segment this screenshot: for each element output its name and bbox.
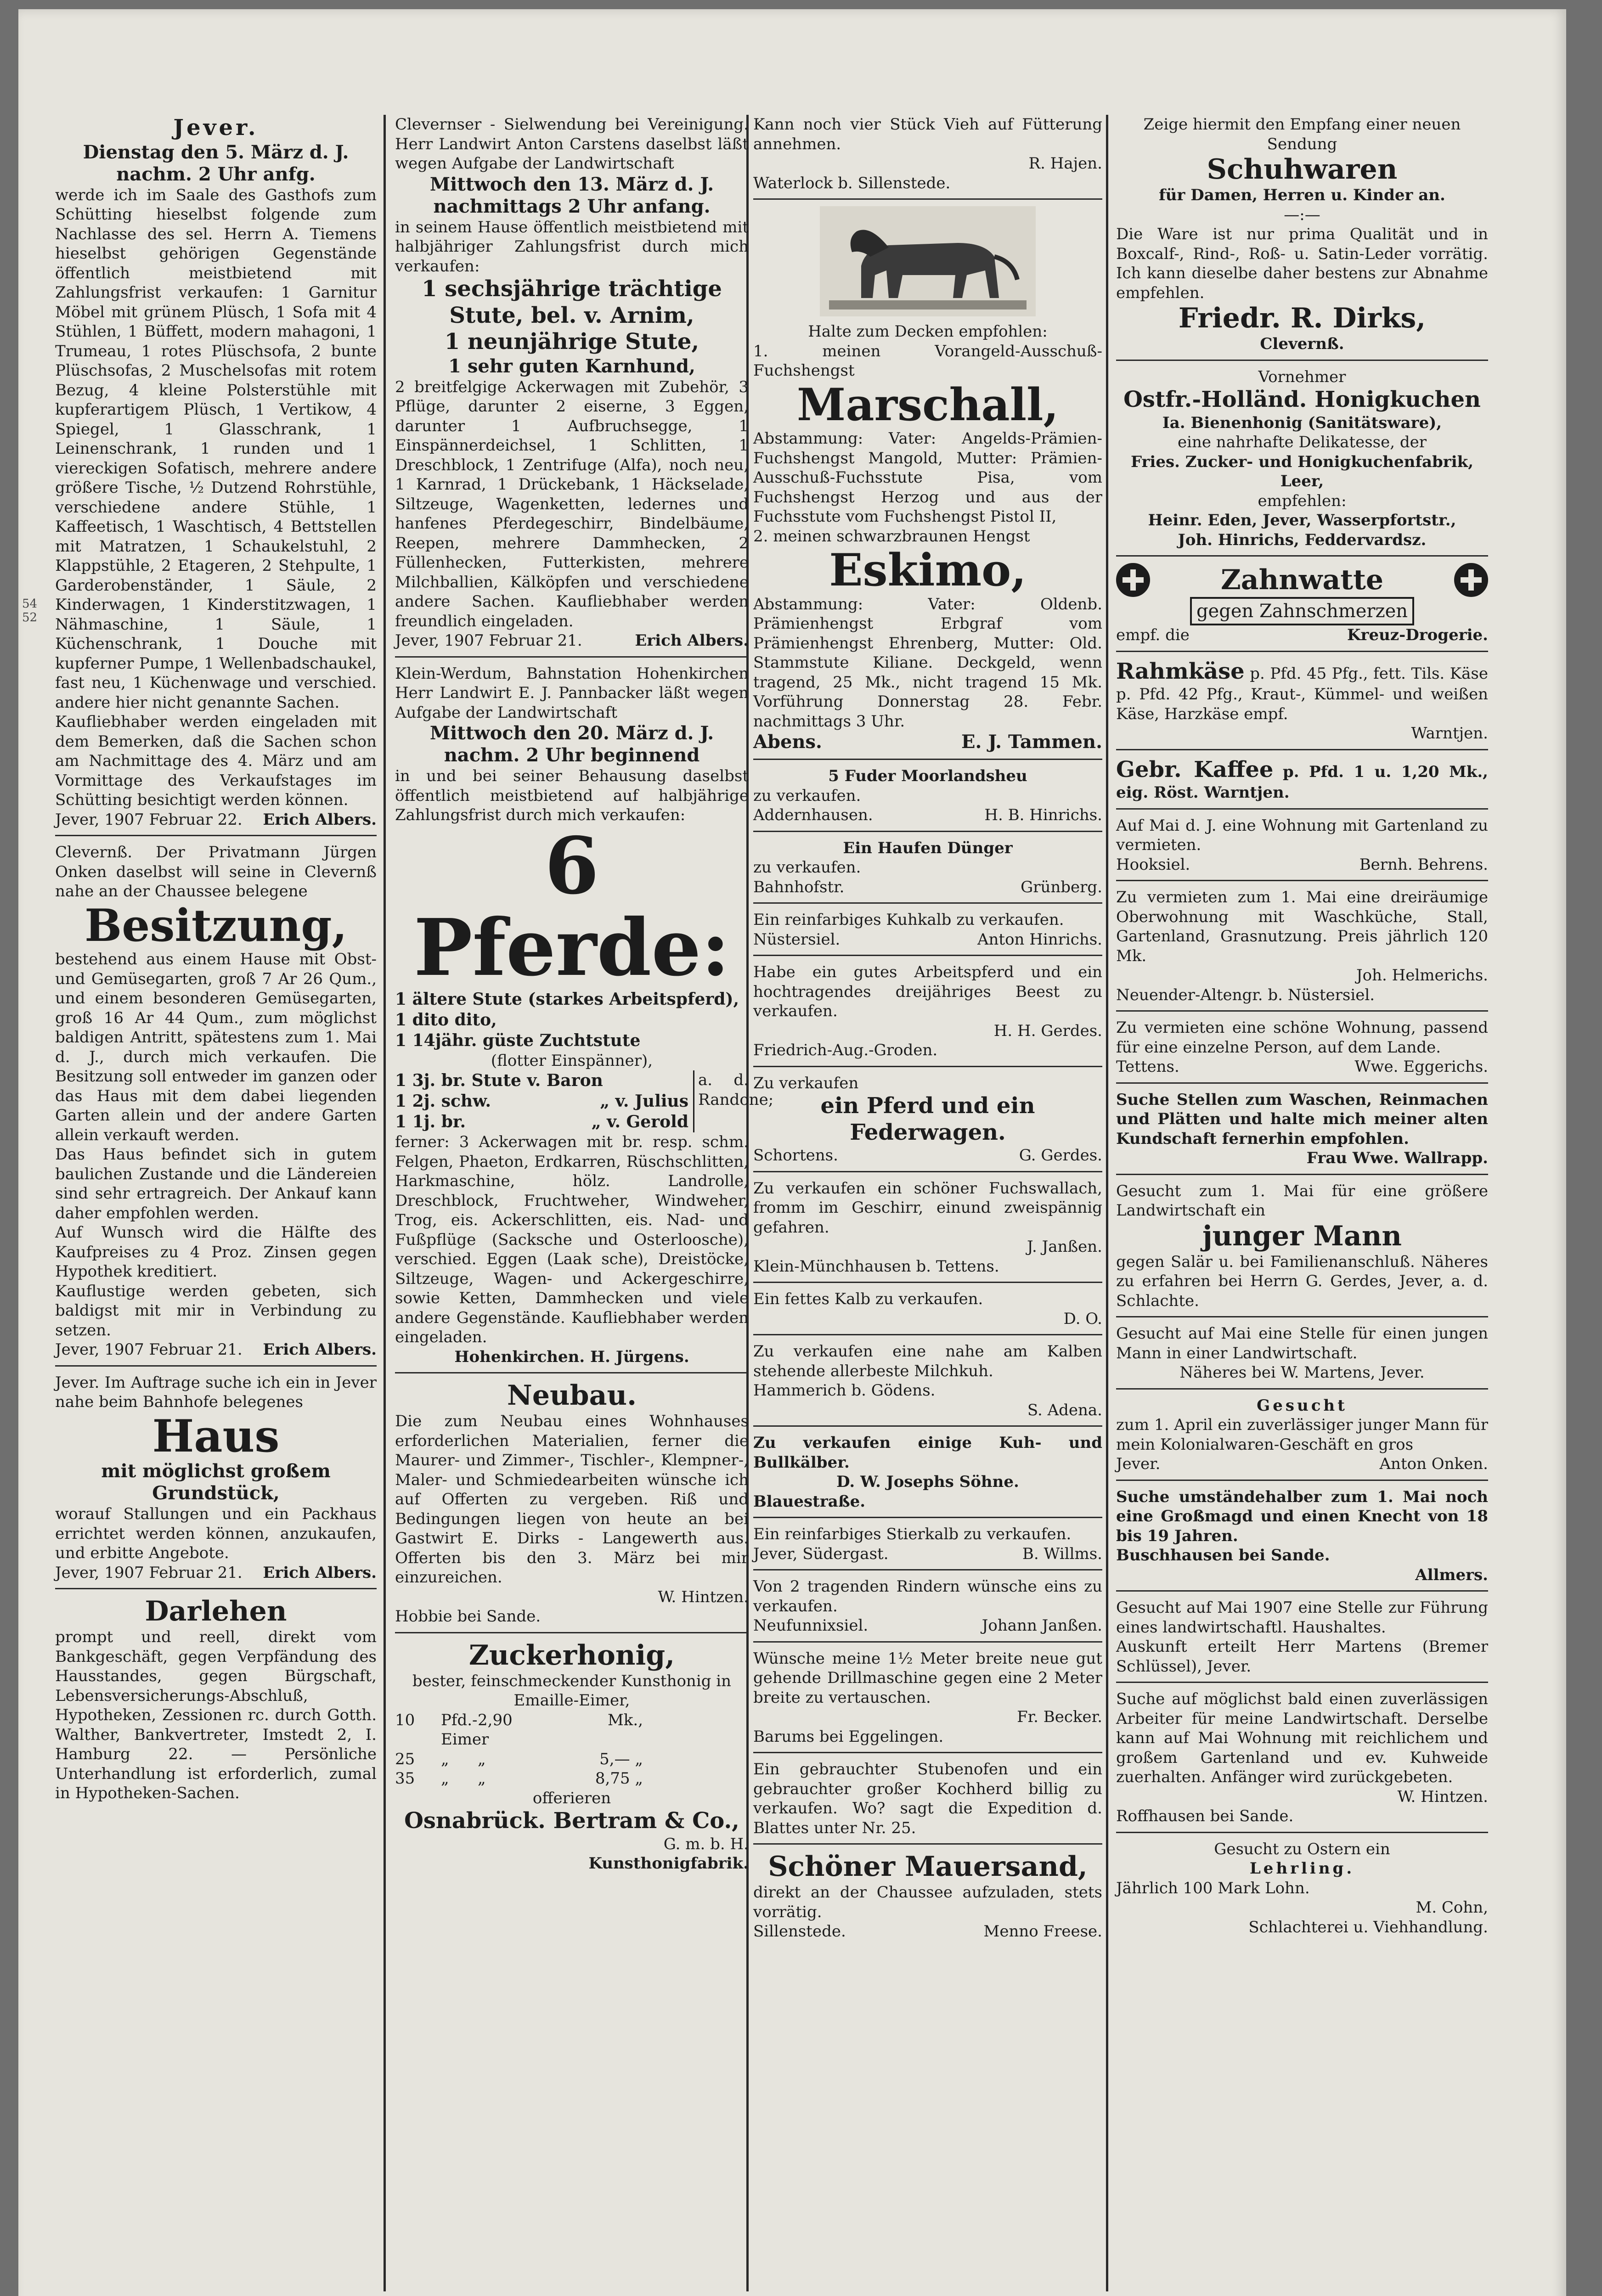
ad-signature: Allmers. [1415,1565,1488,1584]
ad-pre: Vornehmer [1258,367,1346,386]
ad-body: Abstammung: Vater: Oldenb. Prämienhengst Erbgraf vom Prämienhengst Ehrenberg, Mutter: Old. Stammstute Kiliane. Deckgeld, wenn tragend, 25 Mk., nicht tragend 15 Mk. Vorführung Donnerstag 28. Febr. nachmittags 3 Uhr. [753,595,1102,731]
ad-place: Clevernß. [1260,335,1344,353]
column-3 [753,115,1102,2296]
ad-item: 1 sehr guten Karnhund, [448,355,695,377]
column-rule [384,115,386,2291]
ad-signature: Grünberg. [1021,878,1102,896]
ad-signature: H. B. Hinrichs. [984,806,1102,825]
calf-ad [753,910,1102,956]
price-row [395,1769,749,1789]
ad-place: Sillenstede. [753,1922,846,1941]
ad-signature: Hohenkirchen. H. Jürgens. [454,1347,689,1366]
ad-signature: J. Janßen. [1027,1238,1102,1256]
property-ad [55,843,377,1367]
ad-place: Addernhausen. [753,806,873,825]
ad-signature: Näheres bei W. Martens, Jever. [1179,1363,1425,1382]
column-4 [1116,115,1488,2296]
margin-number: 52 [22,611,38,625]
ad-intro: Zeige hiermit den Empfang einer neuen Sendung [1143,115,1461,153]
ad-intro: Gesucht zum 1. Mai für eine größere Landwirtschaft ein [1116,1182,1488,1220]
ad-body: prompt und reell, direkt vom Bankgeschäft, gegen Verpfändung des Hausstandes, gegen Bürgschaft, Lebensversicherungs-Abschluß, Hypotheken, Zessionen rc. durch Gotth. Walther, Bankvertreter, Imstedt 2, I. Hamburg 22. — Persönliche Unterhandlung ist erforderlich, zumal in Hypotheken-Sachen. [55,1628,377,1803]
ad-headline: 5 Fuder Moorlandsheu [828,767,1027,786]
hay-ad [753,766,1102,832]
ad-separator: —:— [1284,205,1320,224]
ad-item: 1 sechsjährige trächtige Stute, bel. v. Arnim, [422,276,722,328]
column-1 [55,115,377,2296]
cream-cheese-ad [1116,658,1488,750]
ad-place: Hammerich b. Gödens. [753,1381,936,1400]
apartment-ad [1116,816,1488,882]
honey-ad [395,1640,749,1874]
ad-headline: Eskimo, [829,544,1027,597]
column-rule [1106,115,1108,2291]
gingerbread-ad [1116,367,1488,557]
ad-body: in und bei seiner Behausung daselbst öffentlich meistbietend auf halbjährige Zahlungsfrist durch mich verkaufen: [395,767,749,825]
ad-body: zum 1. April ein zuverlässiger junger Mann für mein Kolonialwaren-Geschäft en gros [1116,1416,1488,1454]
ad-firm: Fries. Zucker- und Honigkuchenfabrik, Leer, [1130,452,1474,491]
ad-signature: Bernh. Behrens. [1359,855,1488,874]
coffee-ad [1116,757,1488,810]
ad-body: 2 breitfelgige Ackerwagen mit Zubehör, 3 Pflüge, darunter 2 eiserne, 3 Eggen, darunter 1 Aufbruchsegge, 1 Einspännerdeichsel, 1 Schlitten, 1 Dreschblock, 1 Zentrifuge (Alfa), noch neu, 1 Karnrad, 1 Drückebank, 1 Häckselade, Siltzeuge, Wagenketten, ledernes und hanfenes Pferdegeschirr, Bindelbäume, Reepen, mehrere Dammhecken, 2 Füllenhecken, Futterkisten, mehrere Milchballien, Kälköpfen und verschiedene andere Sachen. Kaufliebhaber werden freundlich eingeladen. [395,377,749,630]
ad-signature: Anton Hinrichs. [977,930,1102,949]
ad-intro: Gesucht zu Ostern ein [1214,1840,1390,1858]
apprentice-ad [1116,1840,1488,1937]
heifer-ad [753,1577,1102,1643]
horse-wagon-ad [753,1074,1102,1172]
price-row [395,1750,749,1769]
auction-ad-jever [55,115,377,836]
shop-assistant-ad [1116,1396,1488,1481]
ad-signature: Johann Janßen. [982,1616,1102,1635]
ad-pre: empf. die [1116,626,1190,645]
ad-body: Zu verkaufen ein schöner Fuchswallach, fromm im Geschirr, einund zweispännig gefahren. [753,1179,1102,1237]
horse-note: a. d. Randone; [698,1071,774,1109]
ad-signature: Erich Albers. [263,1340,377,1359]
ad-body: direkt an der Chaussee aufzuladen, stets vorrätig. [753,1883,1102,1921]
ad-signature: Anton Onken. [1379,1455,1488,1474]
ad-place: Tettens. [1116,1058,1179,1076]
price-cell: „ [441,1750,449,1768]
sand-ad [753,1851,1102,1941]
ad-place: Buschhausen bei Sande. [1116,1546,1330,1565]
ad-place: Friedrich-Aug.-Groden. [753,1041,938,1060]
ad-date: Jever, 1907 Februar 21. [55,1563,243,1582]
ad-headline: Dienstag den 5. März d. J. nachm. 2 Uhr anfg. [83,141,349,185]
ad-firm: Osnabrück. Bertram & Co., [404,1808,739,1834]
ad-firm: Kreuz-Drogerie. [1347,626,1488,645]
ad-headline: Haus [152,1410,280,1462]
price-table [395,1711,749,1789]
ad-place: Jever. [1116,1455,1161,1474]
ad-item: 1 neunjährige Stute, [444,329,699,355]
column-2 [395,115,774,2296]
ad-body: Zu vermieten zum 1. Mai eine dreiräumige Oberwohnung mit Waschküche, Stall, Gartenland, Grasnutzung. Preis jährlich 120 Mk. [1116,888,1488,965]
ad-body: bestehend aus einem Hause mit Obst- und Gemüsegarten, groß 7 Ar 26 Qum., und einem besonderen Gemüsegarten, groß 16 Ar 44 Qum., zum möglichst baldigen Antritt, spätestens zum 1. Mai d. J., durch mich verkaufen. Die Besitzung soll entweder im ganzen oder das Haus mit dem dabei liegenden Garten allein und der andere Garten allein verkauft werden. [55,950,377,1144]
ad-intro: Jever. Im Auftrage suche ich ein in Jever nahe beim Bahnhofe belegenes [55,1373,377,1412]
ad-signature: D. W. Josephs Söhne. [836,1473,1019,1491]
ad-body: worauf Stallungen und ein Packhaus errichtet werden können, anzukaufen, und erbitte Angebote. [55,1505,377,1563]
ad-body: Kauflustige werden gebeten, sich baldigst mit mir in Verbindung zu setzen. [55,1282,377,1339]
price-row [395,1711,749,1750]
ad-place: Roffhausen bei Sande. [1116,1807,1294,1826]
horse-illustration [820,206,1036,316]
ad-body: Die Ware ist nur prima Qualität und in Boxcalf-, Rind-, Roß- u. Satin-Leder vorrätig. Ich kann dieselbe daher bestens zur Abnahme empfehlen. [1116,225,1488,302]
ad-headline: Gesucht [1257,1396,1348,1415]
ad-headline: Schöner Mauersand, [768,1851,1088,1883]
ad-body: Ein gebrauchter Stubenofen und ein gebrauchter großer Kochherd billig zu verkaufen. Wo? sagt die Expedition d. Blattes unter Nr. 25. [753,1760,1102,1837]
ad-place: Jever. [173,115,259,141]
price-cell: „ [441,1769,449,1788]
ad-body: Gesucht auf Mai eine Stelle für einen jungen Mann in einer Landwirtschaft. [1116,1324,1488,1362]
ad-signature: E. J. Tammen. [961,731,1102,753]
ad-signature: B. Willms. [1022,1544,1102,1563]
cotton-ad [1116,563,1488,652]
margin-number: 54 [22,597,38,611]
ad-body: bester, feinschmeckender Kunsthonig in Emaille-Eimer, [412,1671,732,1710]
ad-body: Von 2 tragenden Rindern wünsche eins zu verkaufen. [753,1577,1102,1615]
auction-ad-carstens [395,115,749,658]
price-cell: „ [478,1750,486,1768]
ad-signature: Wwe. Eggerichs. [1354,1058,1488,1076]
price-cell: 5,— „ [599,1750,643,1768]
ad-body: zu verkaufen. [753,786,861,805]
red-cross-icon [1454,563,1488,597]
newspaper-page [18,9,1566,2296]
ad-headline: Darlehen [145,1595,287,1628]
maid-ad [1116,1487,1488,1592]
ad-body: Gesucht auf Mai 1907 eine Stelle zur Führung eines landwirtschaftl. Haushaltes. [1116,1598,1488,1637]
ad-headline: Gebr. Kaffee [1116,756,1274,782]
ad-body: Auskunft erteilt Herr Martens (Bremer Schlüssel), Jever. [1116,1638,1488,1676]
horse-item: „ v. Gerold [591,1112,688,1132]
ad-headline: Zu verkaufen einige Kuh- und Bullkälber. [753,1434,1102,1472]
ad-body: Suche umständehalber zum 1. Mai noch eine Großmagd und einen Knecht von 18 bis 19 Jahren. [1116,1487,1488,1545]
ad-place: Klein-Münchhausen b. Tettens. [753,1257,999,1276]
ad-recommend: empfehlen: [1258,491,1347,510]
ad-signature: Erich Albers. [263,1563,377,1582]
fat-calf-ad [753,1289,1102,1335]
ad-place: Jever, Südergast. [753,1544,889,1563]
ad-signature: Erich Albers. [635,631,749,650]
ad-intro: Clevernß. Der Privatmann Jürgen Onken daselbst will seine in Clevernß nahe an der Chaussee belegene [55,843,377,901]
ad-body: Suche auf möglichst bald einen zuverlässigen Arbeiter für meine Landwirtschaft. Derselbe kann auf Mai Wohnung mit reichlichem und großem Gartenland und ev. Kuhweide zuerhalten. Anfänger wird zurückgebeten. [1116,1690,1488,1787]
ad-headline: Mittwoch den 20. März d. J. nachm. 2 Uhr beginnend [429,722,714,766]
ad-body: Zu verkaufen eine nahe am Kalben stehende allerbeste Milchkuh. [753,1342,1102,1380]
ad-body: Abstammung: Vater: Angelds-Prämien-Fuchshengst Mangold, Mutter: Prämien-Ausschuß-Fuchsstute Pisa, vom Fuchshengst Herzog und aus der Fuchsstute vom Fuchshengst Pistol II, [753,429,1102,526]
price-cell: „ [478,1769,486,1788]
price-cell: 10 [395,1711,415,1729]
ad-signature: Warntjen. [1411,724,1488,743]
ad-place: Schlachterei u. Viehhandlung. [1248,1918,1488,1936]
ad-signature: Menno Freese. [983,1922,1102,1941]
horse-item: 1 2j. schw. [395,1092,491,1111]
ad-body: in seinem Hause öffentlich meistbietend mit halbjähriger Zahlungsfrist durch mich verkaufen: [395,218,749,276]
ad-date: Jever, 1907 Februar 22. [55,810,243,829]
ad-body: Habe ein gutes Arbeitspferd und ein hochtragendes dreijähriges Beest zu verkaufen. [753,963,1102,1021]
young-man-ad [1116,1182,1488,1318]
price-cell: Pfd.-Eimer [441,1711,489,1749]
ad-date: Jever, 1907 Februar 21. [395,631,582,650]
ad-signature: Frau Wwe. Wallrapp. [1306,1149,1488,1168]
ad-body: Die zum Neubau eines Wohnhauses erforderlichen Materialien, ferner die Maurer- und Zimmer-, Tischler-, Klempner-, Maler- und Schmiedearbeiten wünsche ich auf Offerten zu vergeben. Riß und Bedingungen liegen von heute an bei Gastwirt E. Dirks - Langewerth aus. Offerten bis den 3. März bei mir einzureichen. [395,1412,749,1587]
ad-body: Ein fettes Kalb zu verkaufen. [753,1290,983,1309]
ad-signature: D. O. [1063,1309,1102,1328]
ad-place: Nüstersiel. [753,930,840,949]
ad-headline: Zuckerhonig, [468,1639,675,1671]
construction-ad [395,1380,749,1633]
ad-item: 1 dito dito, [395,1010,497,1030]
ad-body: Zu vermieten eine schöne Wohnung, passend für eine einzelne Person, auf dem Lande. [1116,1019,1488,1057]
milk-cow-ad [753,1342,1102,1427]
ad-firm: Kunsthonigfabrik. [588,1854,749,1873]
ad-headline: Mittwoch den 13. März d. J. nachmittags 2 Uhr anfang. [429,173,714,217]
horse-auction-ad [395,664,774,1374]
ad-signature: M. Cohn, [1416,1898,1488,1917]
ad-body: Kaufliebhaber werden eingeladen mit dem Bemerken, daß die Sachen schon am Nachmittage des 4. März und am Vormittage des Verkaufstages im Schütting besichtigt werden können. [55,713,377,810]
nice-apartment-ad [1116,1018,1488,1084]
loan-ad [55,1596,377,1803]
price-cell: Mk., [607,1711,643,1729]
ad-signature: R. Hajen. [1028,154,1102,173]
worker-ad [1116,1689,1488,1833]
ad-body: p. Pfd. 45 Pfg., fett. Tils. Käse p. Pfd. 42 Pfg., Kraut-, Kümmel- und weißen Käse, Harzkäse empf. [1116,664,1488,723]
ad-item: 2. meinen schwarzbraunen Hengst [753,527,1030,546]
ad-signature: G. Gerdes. [1019,1146,1102,1165]
ad-subheadline: mit möglichst großem Grundstück, [101,1460,331,1504]
seed-drill-ad [753,1649,1102,1754]
ad-offer: offerieren [532,1789,611,1807]
ad-place: Bahnhofstr. [753,878,845,896]
price-cell: 25 [395,1750,415,1768]
ad-place: Waterlock b. Sillenstede. [753,174,951,192]
ad-body: zu verkaufen. [753,858,861,877]
ad-item: 1. meinen Vorangeld-Ausschuß-Fuchshengst [753,342,1102,380]
laundry-ad [1116,1090,1488,1175]
manure-ad [753,838,1102,904]
ad-firm: G. m. b. H. [663,1835,749,1853]
ad-headline: Rahmkäse [1116,658,1245,684]
ad-body: werde ich im Saale des Gasthofs zum Schütting hieselbst folgende zum Nachlasse des sel. Herrn A. Tiemens hieselbst gehörigen Gegenstände öffentlich meistbietend mit Zahlungsfrist verkaufen: 1 Garnitur Möbel mit grünem Plüsch, 1 Sofa mit 4 Stühlen, 1 Büffett, modern mahagoni, 1 Trumeau, 1 rotes Plüschsofa, 2 bunte Plüschsofas, 2 Muschelsofas mit rotem Bezug, 4 kleine Polsterstühle mit kupferartigem Plüsch, 1 Vertikow, 4 Spiegel, 1 Glasschrank, 1 Leinenschrank, 1 runden und 1 viereckigen Sofatisch, mehrere andere größere Tische, ½ Dutzend Rohrstühle, verschiedene andere Stühle, 1 Kaffeetisch, 1 Waschtisch, 4 Bettstellen mit Matratzen, 1 Schaukelstuhl, 2 Klappstühle, 2 Etageren, 2 Stehpulte, 1 Garderobenständer, 1 Säule, 2 Kinderwagen, 1 Kinderstitzwagen, 1 Nähmaschine, 1 Säule, 1 Küchenschrank, 1 Douche mit kupferner Pumpe, 1 Wellenbadschaukel, fast neu, 1 Küchenwage und verschied. andere hier nicht genannte Sachen. [55,186,377,712]
ad-headline: Ostfr.-Holländ. Honigkuchen [1123,387,1481,412]
workhorse-ad [753,962,1102,1067]
ad-place: Neufunnixsiel. [753,1616,869,1635]
stove-ad [753,1760,1102,1845]
ad-body: Ein reinfarbiges Stierkalb zu verkaufen. [753,1525,1072,1544]
ad-place: Hobbie bei Sande. [395,1607,541,1626]
ad-firm: Friedr. R. Dirks, [1178,302,1426,334]
ad-headline: Neubau. [507,1379,637,1412]
ad-body: Jährlich 100 Mark Lohn. [1116,1879,1310,1897]
price-cell: 8,75 „ [595,1769,643,1788]
ad-subheadline: für Damen, Herren u. Kinder an. [1159,186,1445,204]
calves-ad [753,1433,1102,1518]
ad-headline: Zahnwatte [1220,563,1384,596]
ad-body: Ein reinfarbiges Kuhkalb zu verkaufen. [753,911,1064,929]
ad-body: p. Pfd. 1 u. 1,20 Mk., eig. Röst. Warntjen. [1116,762,1489,802]
ad-body: eine nahrhafte Delikatesse, der [1177,433,1427,452]
ad-intro: Klein-Werdum, Bahnstation Hohenkirchen Herr Landwirt E. J. Pannbacker läßt wegen Aufgabe der Landwirtschaft [395,664,749,722]
ad-item: 1 14jähr. güste Zuchtstute [395,1030,641,1050]
ad-place: Schortens. [753,1146,838,1165]
ad-headline: Ein Haufen Dünger [843,838,1013,857]
ad-body: Auf Mai d. J. eine Wohnung mit Gartenland zu vermieten. [1116,816,1488,855]
price-cell: 35 [395,1769,415,1788]
ad-place: Hooksiel. [1116,855,1190,874]
ad-box: gegen Zahnschmerzen [1190,597,1414,625]
shoes-ad [1116,115,1488,361]
ad-body: Suche Stellen zum Waschen, Reinmachen und Plätten und halte mich meiner alten Kundschaft fernerhin empfohlen. [1116,1090,1488,1148]
stallion-ad [753,206,1102,760]
red-cross-icon [1116,563,1150,597]
ad-date: Jever, 1907 Februar 21. [55,1340,243,1359]
ad-headline: ein Pferd und ein Federwagen. [820,1093,1035,1145]
ad-headline: Marschall, [797,378,1059,431]
ad-signature: W. Hintzen. [658,1587,749,1606]
ad-body: Wünsche meine 1½ Meter breite neue gut gehende Drillmaschine gegen eine 2 Meter breite zu vertauschen. [753,1649,1102,1707]
ad-place: Blauestraße. [753,1492,866,1511]
ad-seller: Joh. Hinrichs, Feddervardsz. [1178,530,1427,549]
ad-intro: Halte zum Decken empfohlen: [808,322,1048,341]
ad-big-headline: 6 Pferde: [413,820,730,994]
ad-item-note: (flotter Einspänner), [491,1051,653,1070]
gelding-ad [753,1179,1102,1283]
ad-signature: W. Hintzen. [1397,1787,1488,1806]
horse-item: 1 1j. br. [395,1112,466,1132]
ad-place: Barums bei Eggelingen. [753,1727,944,1746]
ad-intro: Clevernser - Sielwendung bei Vereinigung. Herr Landwirt Anton Carstens daselbst läßt wegen Aufgabe der Landwirtschaft [395,115,749,173]
ad-body: Auf Wunsch wird die Hälfte des Kaufpreises zu 4 Proz. Zinsen gegen Hypothek kreditiert. [55,1223,377,1281]
cattle-feeding-ad [753,115,1102,200]
ad-headline: Besitzung, [85,899,347,951]
ad-place: Neuender-Altengr. b. Nüstersiel. [1116,985,1375,1004]
household-ad [1116,1598,1488,1683]
ad-headline: Schuhwaren [1207,153,1398,186]
ad-headline: junger Mann [1202,1220,1402,1252]
ad-body: gegen Salär u. bei Familienanschluß. Näheres zu erfahren bei Herrn G. Gerdes, Jever, a. d. Schlachte. [1116,1252,1488,1310]
ad-signature: Fr. Becker. [1017,1708,1102,1727]
ad-signature: Erich Albers. [263,810,377,829]
ad-intro: Zu verkaufen [753,1074,859,1092]
horse-item: 1 3j. br. Stute v. Baron [395,1071,603,1091]
ad-body: Kann noch vier Stück Vieh auf Fütterung annehmen. [753,115,1102,153]
ad-seller: Heinr. Eden, Jever, Wasserpfortstr., [1148,511,1456,530]
ad-item: 1 ältere Stute (starkes Arbeitspferd), [395,989,739,1009]
ad-subheadline: Ia. Bienenhonig (Sanitätsware), [1162,413,1442,432]
upper-apartment-ad [1116,888,1488,1012]
ad-body: ferner: 3 Ackerwagen mit br. resp. schm. Felgen, Phaeton, Erdkarren, Rüschschlitten, Harkmaschine, hölz. Landrolle, Dreschblock, Fruchtweher, Windweher, Trog, eis. Ackerschlitten, eis. Nad- und Fußpflüge (Sacksche und Osterloosche), verschied. Eggen (Laak sche), Dreistöcke, Siltzeuge, Wagen- und Ackergeschirre, sowie Ketten, Dammhecken und viele andere Gegenstände. Kaufliebhaber werden eingeladen. [395,1133,749,1347]
house-wanted-ad [55,1373,377,1590]
ad-headline: Lehrling. [1249,1859,1355,1878]
price-cell: 2,90 [478,1711,513,1729]
ad-signature: Joh. Helmerichs. [1356,966,1488,985]
ad-signature: S. Adena. [1027,1401,1102,1419]
bull-calf-ad [753,1525,1102,1570]
horse-item: „ v. Julius [600,1092,688,1111]
ad-place: Abens. [753,731,822,753]
ad-body: Das Haus befindet sich in gutem baulichen Zustande und die Ländereien sind sehr ertragreich. Der Ankauf kann daher empfohlen werden. [55,1145,377,1222]
position-wanted-ad [1116,1324,1488,1390]
ad-signature: H. H. Gerdes. [993,1021,1102,1040]
